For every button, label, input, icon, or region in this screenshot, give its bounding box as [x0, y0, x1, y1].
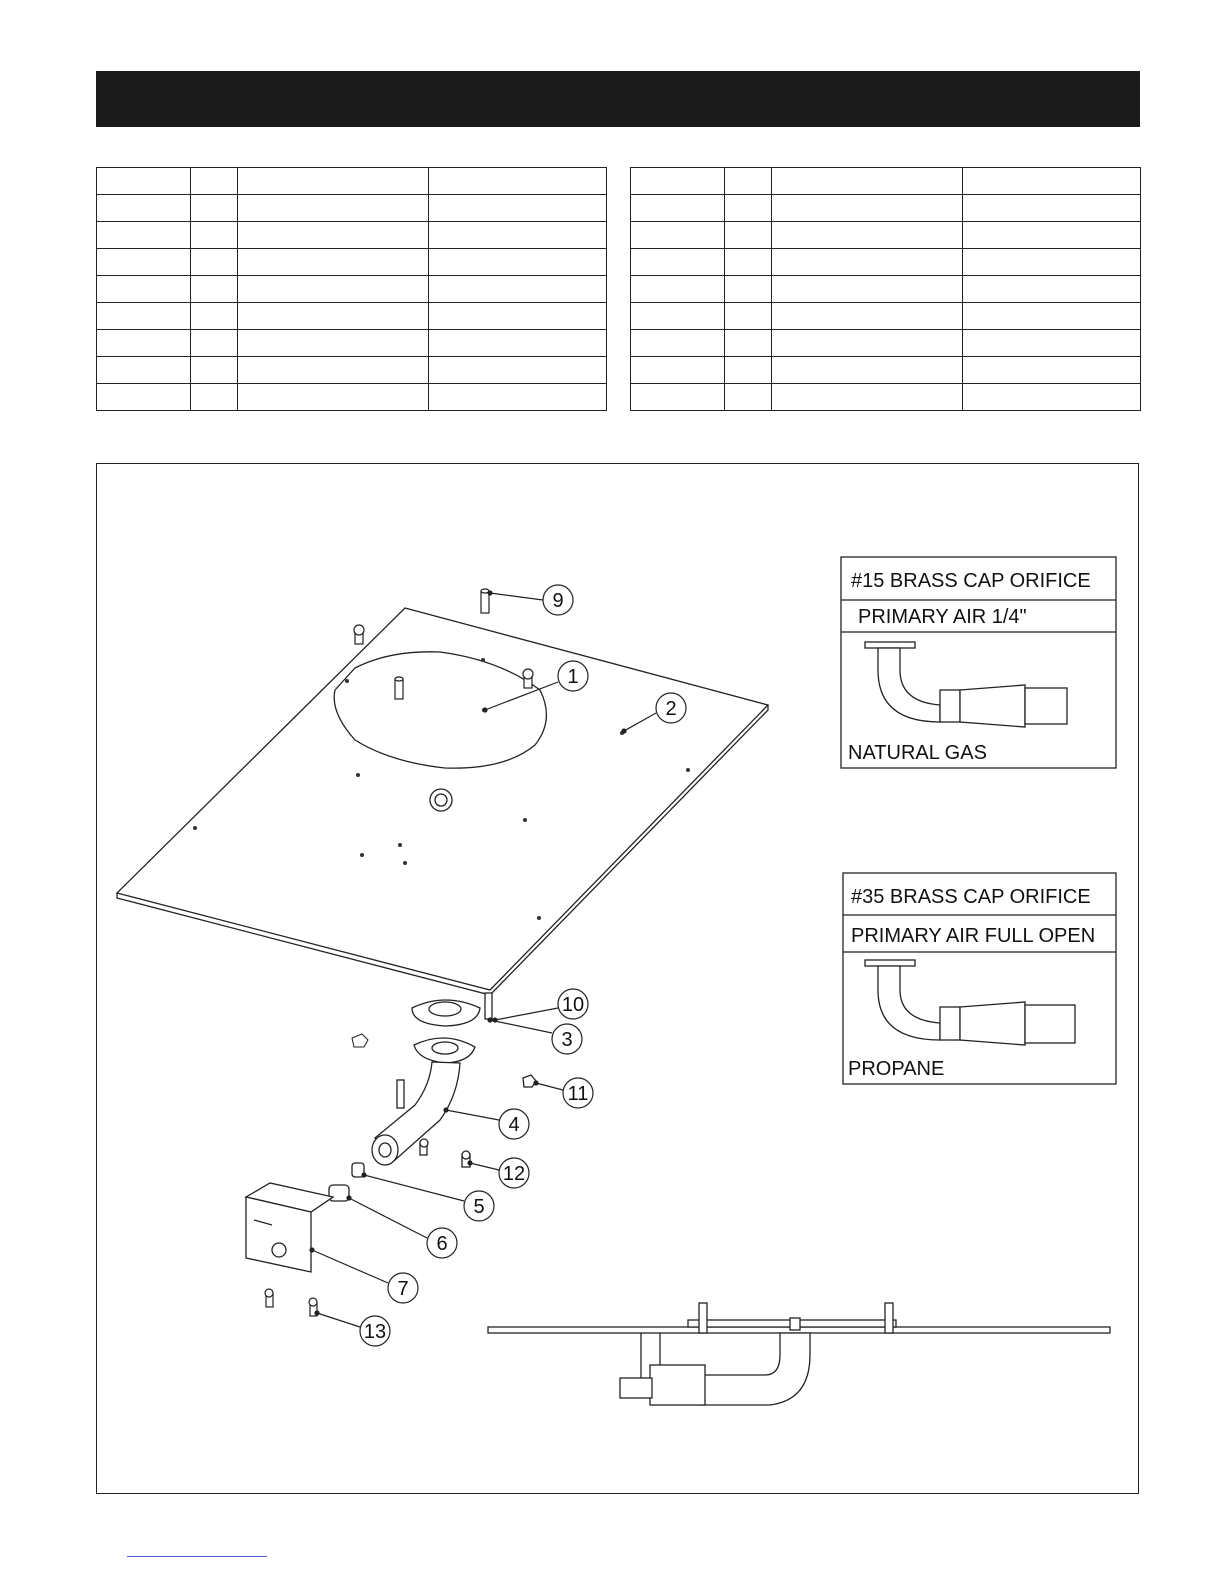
- natural-gas-orifice-title: #15 BRASS CAP ORIFICE: [851, 570, 1091, 592]
- propane-label: PROPANE: [848, 1058, 945, 1080]
- screws: [265, 1289, 317, 1316]
- callout-leader-dot: [310, 1248, 314, 1252]
- callout-leader-line: [446, 1110, 499, 1120]
- callout-number: 4: [508, 1114, 520, 1136]
- callout-number: 11: [567, 1083, 589, 1105]
- gasket: [412, 993, 492, 1026]
- callout-11: [534, 1078, 593, 1108]
- callout-leader-dot: [488, 591, 492, 595]
- callout-5: [362, 1173, 494, 1221]
- callout-3: [488, 1018, 582, 1054]
- callout-leader-dot: [534, 1081, 538, 1085]
- callout-leader-line: [490, 593, 543, 600]
- side-view: [488, 1303, 1110, 1405]
- callout-leader-dot: [493, 1018, 497, 1022]
- callout-leader-line: [536, 1083, 563, 1090]
- propane-box: [843, 873, 1116, 1084]
- callout-number: 6: [436, 1233, 448, 1255]
- callout-number: 9: [552, 590, 564, 612]
- callout-leader-dot: [622, 729, 626, 733]
- callout-6: [347, 1196, 457, 1258]
- callout-leader-line: [364, 1175, 464, 1201]
- callout-leader-line: [490, 1020, 552, 1033]
- callout-number: 5: [473, 1196, 485, 1218]
- propane-orifice-title: #35 BRASS CAP ORIFICE: [851, 886, 1091, 908]
- callout-leader-dot: [362, 1173, 366, 1177]
- nut: [352, 1034, 368, 1047]
- footer-link-underline: [127, 1556, 267, 1557]
- bracket: [246, 1183, 333, 1272]
- callout-13: [315, 1311, 390, 1346]
- burner-tube: [372, 1038, 475, 1165]
- callout-number: 1: [567, 666, 579, 688]
- callout-leader-dot: [468, 1161, 472, 1165]
- callout-leader-line: [495, 1008, 558, 1020]
- callout-4: [444, 1108, 529, 1139]
- natural-gas-primary-air: PRIMARY AIR 1/4": [858, 606, 1027, 628]
- callout-number: 2: [665, 698, 677, 720]
- callout-leader-line: [317, 1313, 360, 1327]
- callout-number: 3: [561, 1029, 573, 1051]
- callout-9: [488, 585, 573, 615]
- natural-gas-box: [841, 557, 1116, 768]
- propane-primary-air: PRIMARY AIR FULL OPEN: [851, 925, 1096, 947]
- burner-plate: [117, 608, 768, 995]
- callout-number: 12: [502, 1163, 526, 1185]
- callout-number: 7: [397, 1278, 409, 1300]
- natural-gas-label: NATURAL GAS: [848, 742, 987, 764]
- callout-12: [468, 1158, 529, 1188]
- callout-number: 10: [561, 994, 585, 1016]
- callout-leader-dot: [488, 1018, 492, 1022]
- callout-number: 13: [363, 1321, 387, 1343]
- callout-7: [310, 1248, 418, 1303]
- callout-leader-dot: [347, 1196, 351, 1200]
- callout-10: [493, 989, 588, 1022]
- callout-leader-line: [312, 1250, 388, 1283]
- callout-leader-dot: [444, 1108, 448, 1112]
- callout-leader-dot: [315, 1311, 319, 1315]
- callout-leader-line: [470, 1163, 499, 1170]
- callout-leader-line: [349, 1198, 427, 1238]
- callout-leader-dot: [483, 708, 487, 712]
